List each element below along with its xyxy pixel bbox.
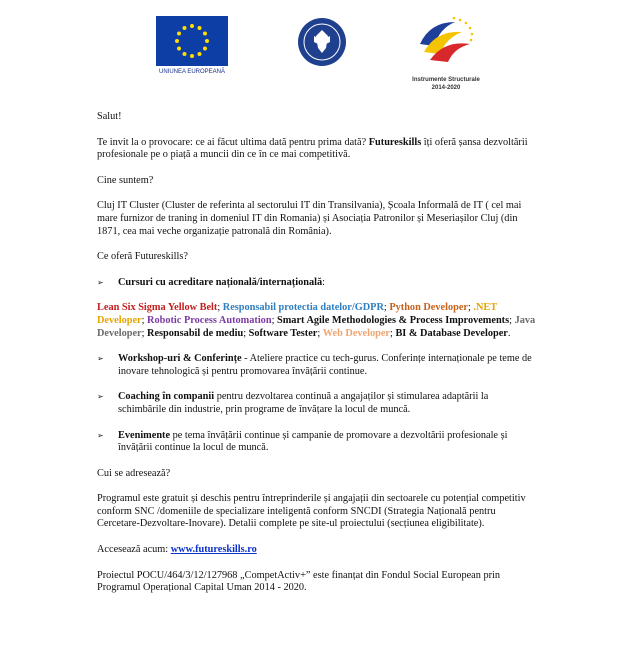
courses-colon: :: [322, 276, 325, 288]
course-separator: ;: [217, 302, 223, 314]
is-caption-years: 2014-2020: [431, 85, 461, 91]
course-item: Robotic Process Automation: [147, 314, 272, 326]
arrow-bullet-icon: ➢: [97, 354, 104, 364]
audience-paragraph: Programul este gratuit și deschis pentru întreprinderile și angajații din sectoarele cu potențial competitiv conform SNC /domeniile de specializare inteligentă conform SNCDI (Strategia Națională pentru Cercetare-Dezvoltare-Inovare). Detalii complete pe site-ul proiectului (secțiunea eligibilitate).: [97, 493, 526, 530]
course-item: Responsabil protectia datelor/GDPR: [222, 302, 384, 314]
workshops-title: Workshop-uri & Conferințe: [118, 353, 242, 365]
events-text: pe tema învățării continue și campanie de promovare a dezvoltării profesionale și învățării continue la locul de muncă.: [118, 429, 508, 454]
course-item: Web Developer: [322, 327, 390, 339]
course-item: BI & Database Developer: [395, 327, 508, 339]
course-item: Software Tester: [248, 327, 318, 339]
eu-flag-logo: [156, 16, 228, 66]
courses-bullet: [97, 277, 537, 290]
arrow-bullet-icon: ➢: [97, 430, 104, 440]
course-separator: ;: [317, 327, 323, 339]
workshops-bullet: [97, 353, 537, 378]
intro-text-b: îți oferă șansa dezvoltării profesionale pe o piață a muncii din ce în ce mai competitivă.: [97, 136, 528, 161]
coaching-title: Coaching în companii: [118, 391, 215, 403]
coaching-text: pentru dezvoltarea continuă a angajaților și stimularea adaptării la schimbările din industrie, prin programe de învățare la locul de muncă.: [118, 391, 489, 415]
course-separator: ;: [271, 314, 277, 326]
government-seal-logo: [296, 16, 348, 68]
structural-instruments-caption: [398, 76, 494, 92]
course-end: .: [507, 327, 511, 339]
website-link[interactable]: www.futureskills.ro: [170, 544, 257, 556]
intro-paragraph: [97, 137, 537, 162]
course-item: .NET Developer: [97, 302, 497, 326]
structural-instruments-logo: [410, 14, 480, 74]
events-title: Evenimente: [118, 429, 171, 441]
workshops-text: - Ateliere practice cu tech-gurus. Conferințe internaționale pe teme de inovare tehnologică și pentru promovarea învățării continue.: [118, 353, 532, 377]
access-label: Accesează acum:: [97, 544, 171, 556]
course-item: Smart Agile Methodologies & Process Improvements: [277, 314, 510, 326]
course-separator: ;: [390, 327, 396, 339]
arrow-bullet-icon: ➢: [97, 392, 104, 402]
course-separator: ;: [467, 302, 474, 314]
course-item: Lean Six Sigma Yellow Belt: [97, 302, 218, 314]
events-bullet: [97, 430, 537, 455]
is-caption-text: Instrumente Structurale: [412, 77, 480, 83]
intro-text-a: Te invit la o provocare: ce ai făcut ultima dată pentru prima dată?: [97, 136, 369, 148]
who-paragraph: Cluj IT Cluster (Cluster de referinta al sectorului IT din Transilvania), Școala Informală de IT ( cel mai mare furnizor de traning in domeniul IT din Romania) și Asociația Patronilor și Meseriașilor Cluj (din 1871, cea mai veche organizație patronală din România).: [97, 200, 522, 237]
course-separator: ;: [383, 302, 390, 314]
audience-heading: Cui se adresează?: [97, 467, 171, 479]
who-heading: Cine suntem?: [97, 174, 154, 186]
course-separator: ;: [243, 327, 249, 339]
access-line: [97, 544, 537, 557]
course-item: Responsabil de mediu: [147, 327, 244, 339]
course-separator: ;: [141, 327, 148, 339]
arrow-bullet-icon: ➢: [97, 277, 104, 287]
course-separator: ;: [141, 314, 148, 326]
course-list: [97, 302, 537, 340]
footer-paragraph: Proiectul POCU/464/3/12/127968 „CompetActiv+” este finanțat din Fondul Social European prin Programul Operațional Capital Uman 2014 - 2020.: [97, 569, 501, 594]
course-separator: ;: [509, 314, 515, 326]
letter-body: [97, 111, 537, 608]
course-item: Java Developer: [97, 314, 536, 339]
logo-strip: [0, 14, 633, 104]
courses-heading: Cursuri cu acreditare națională/internațională: [118, 276, 323, 288]
brand-name: Futureskills: [368, 136, 422, 148]
eu-caption: UNIUNEA EUROPEANĂ: [158, 69, 225, 75]
greeting: Salut!: [97, 111, 122, 122]
course-item: Python Developer: [389, 302, 468, 314]
offer-heading: Ce oferă Futureskills?: [97, 251, 188, 263]
coaching-bullet: [97, 391, 537, 416]
